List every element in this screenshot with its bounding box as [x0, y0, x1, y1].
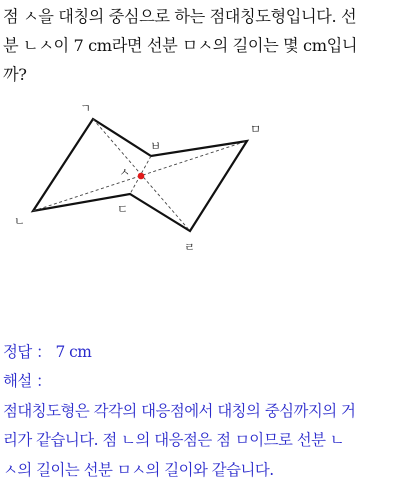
- question-line-3: 까?: [3, 65, 27, 84]
- answer-value: 7 cm: [55, 343, 92, 361]
- question-line-2: 분 ㄴㅅ이 7 cm라면 선분 ㅁㅅ의 길이는 몇 cm입니: [3, 36, 358, 55]
- explanation-separator: ：: [36, 372, 52, 391]
- label-vertex-n: ㄴ: [14, 214, 26, 228]
- explanation-heading: [3, 367, 399, 396]
- answer-label: 정답: [3, 343, 32, 361]
- label-vertex-m: ㅁ: [250, 122, 262, 136]
- label-vertex-r: ㄹ: [184, 240, 196, 254]
- explanation-line-3: ㅅ의 길이는 선분 ㅁㅅ의 길이와 같습니다.: [3, 460, 274, 479]
- question-line-1: 점 ㅅ을 대칭의 중심으로 하는 점대칭도형입니다. 선: [3, 7, 357, 26]
- center-point: [138, 173, 145, 180]
- label-vertex-g: ㄱ: [80, 101, 92, 115]
- explanation-label: 해설: [3, 372, 32, 391]
- label-vertex-d: ㄷ: [117, 202, 129, 216]
- explanation-line-2: 리가 같습니다. 점 ㄴ의 대응점은 점 ㅁ이므로 선분 ㄴ: [3, 431, 345, 450]
- label-vertex-s: ㅅ: [119, 165, 131, 179]
- label-vertex-b: ㅂ: [150, 139, 162, 153]
- explanation-line-1: 점대칭도형은 각각의 대응점에서 대칭의 중심까지의 거: [3, 401, 356, 420]
- answer-block: [3, 338, 399, 485]
- answer-separator: ：: [36, 343, 52, 361]
- answer-line: [3, 338, 399, 367]
